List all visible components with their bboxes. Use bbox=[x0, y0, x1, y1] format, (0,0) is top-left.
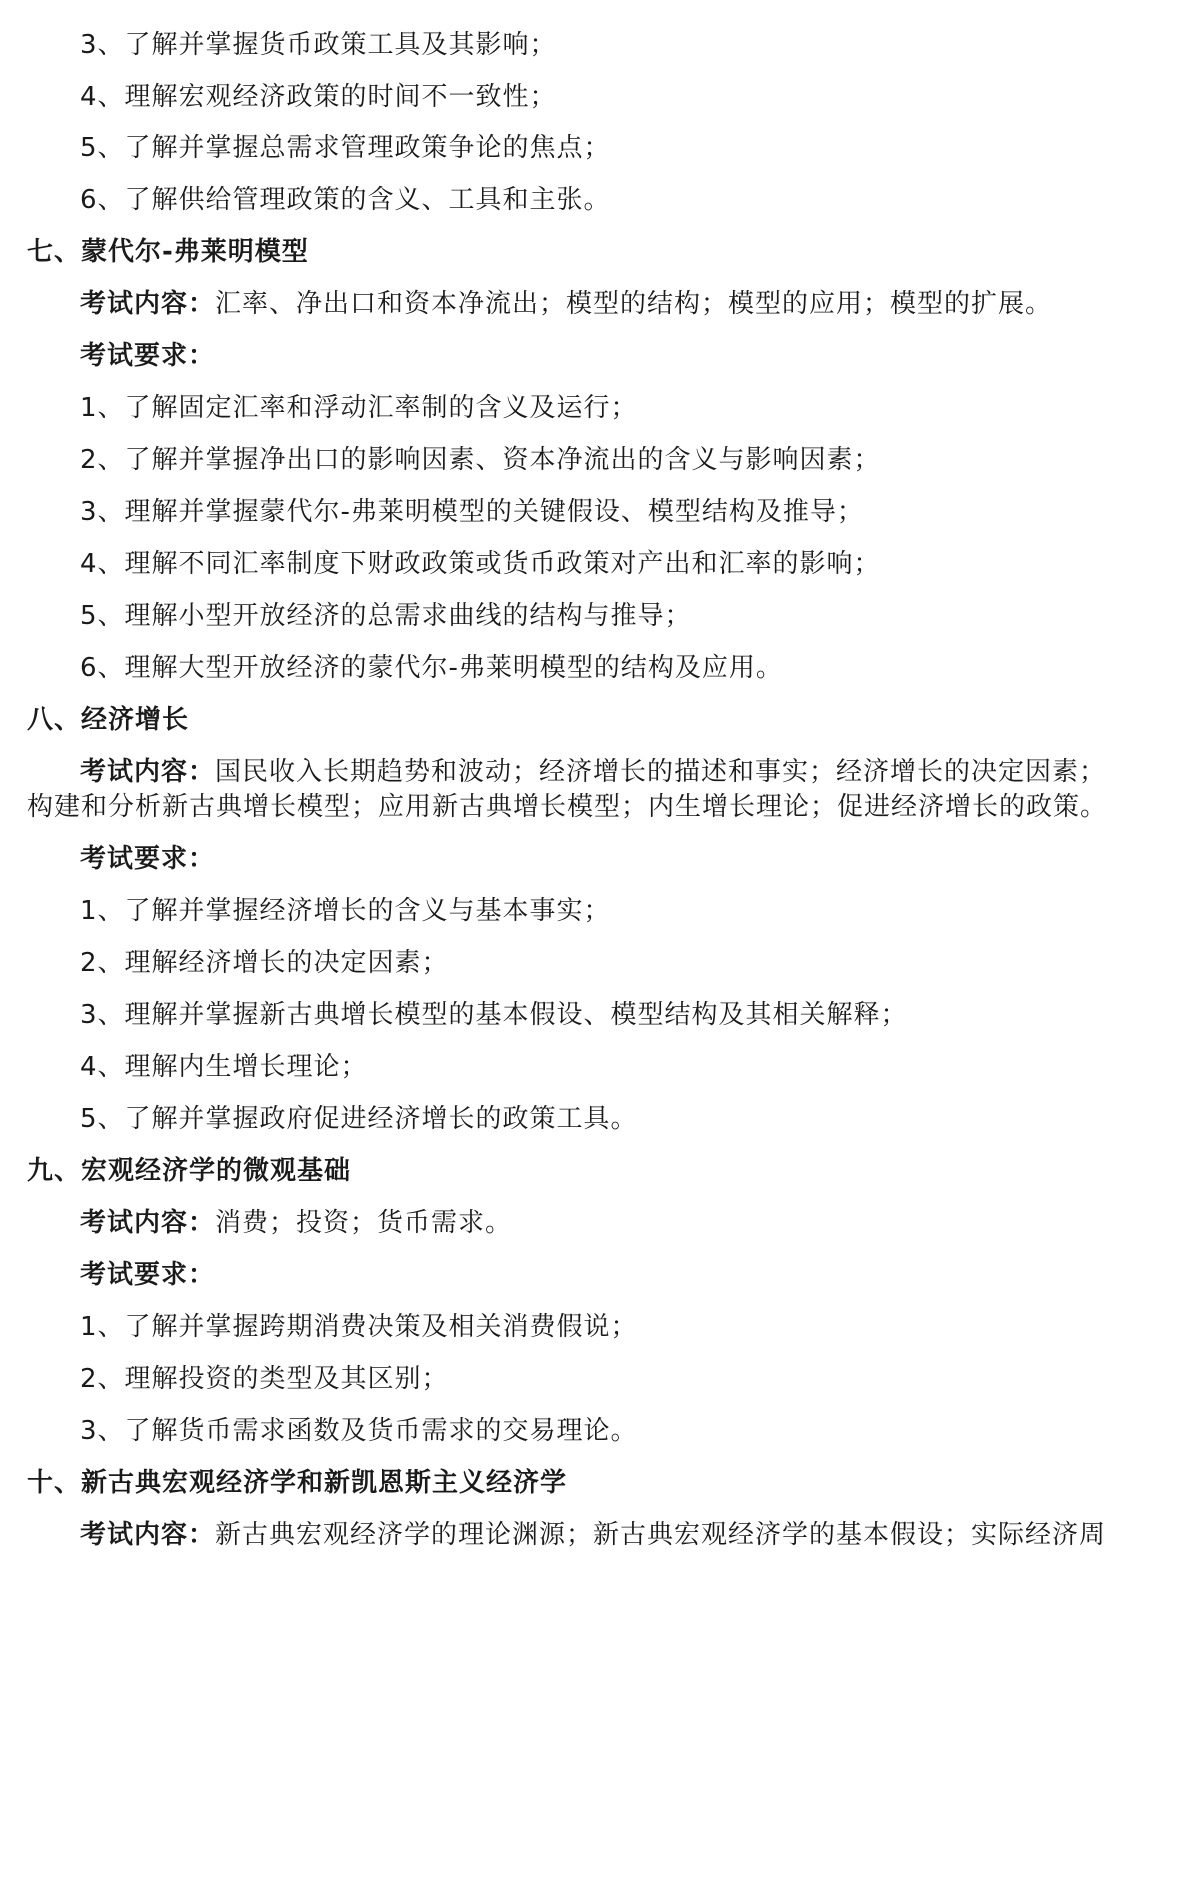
section-heading: 七、蒙代尔-弗莱明模型 bbox=[27, 237, 309, 267]
exam-content-text: 新古典宏观经济学的理论渊源；新古典宏观经济学的基本假设；实际经济周 bbox=[215, 1520, 1107, 1550]
list-item: 3、理解并掌握新古典增长模型的基本假设、模型结构及其相关解释； bbox=[80, 1000, 908, 1030]
list-item: 1、了解并掌握经济增长的含义与基本事实； bbox=[80, 896, 611, 926]
exam-content-label: 考试内容： bbox=[80, 1208, 216, 1238]
list-item: 5、了解并掌握政府促进经济增长的政策工具。 bbox=[80, 1104, 638, 1134]
list-item: 4、理解内生增长理论； bbox=[80, 1052, 368, 1082]
exam-requirements-label: 考试要求： bbox=[80, 341, 216, 371]
exam-requirements-label: 考试要求： bbox=[80, 844, 216, 874]
list-item: 6、理解大型开放经济的蒙代尔-弗莱明模型的结构及应用。 bbox=[80, 653, 783, 683]
list-item: 6、了解供给管理政策的含义、工具和主张。 bbox=[80, 185, 611, 215]
list-item: 2、理解经济增长的决定因素； bbox=[80, 948, 449, 978]
list-item: 4、理解宏观经济政策的时间不一致性； bbox=[80, 82, 557, 112]
exam-content-text: 汇率、净出口和资本净流出；模型的结构；模型的应用；模型的扩展。 bbox=[215, 289, 1053, 319]
list-item: 3、了解并掌握货币政策工具及其影响； bbox=[80, 30, 557, 60]
list-item: 1、了解并掌握跨期消费决策及相关消费假说； bbox=[80, 1312, 638, 1342]
exam-content-label: 考试内容： bbox=[80, 289, 216, 319]
list-item: 5、了解并掌握总需求管理政策争论的焦点； bbox=[80, 133, 611, 163]
exam-content-text: 消费；投资；货币需求。 bbox=[215, 1208, 513, 1238]
exam-requirements-label: 考试要求： bbox=[80, 1260, 216, 1290]
list-item: 4、理解不同汇率制度下财政政策或货币政策对产出和汇率的影响； bbox=[80, 549, 881, 579]
section-heading: 十、新古典宏观经济学和新凯恩斯主义经济学 bbox=[27, 1468, 568, 1498]
exam-content-text: 国民收入长期趋势和波动；经济增长的描述和事实；经济增长的决定因素； bbox=[215, 757, 1107, 787]
list-item: 2、理解投资的类型及其区别； bbox=[80, 1364, 449, 1394]
list-item: 3、了解货币需求函数及货币需求的交易理论。 bbox=[80, 1416, 638, 1446]
exam-content-continued: 构建和分析新古典增长模型；应用新古典增长模型；内生增长理论；促进经济增长的政策。 bbox=[27, 792, 1108, 822]
exam-content-label: 考试内容： bbox=[80, 757, 216, 787]
exam-content-label: 考试内容： bbox=[80, 1520, 216, 1550]
list-item: 2、了解并掌握净出口的影响因素、资本净流出的含义与影响因素； bbox=[80, 445, 881, 475]
list-item: 5、理解小型开放经济的总需求曲线的结构与推导； bbox=[80, 601, 692, 631]
exam-content bbox=[80, 1518, 1162, 1552]
exam-content bbox=[80, 755, 1162, 789]
list-item: 1、了解固定汇率和浮动汇率制的含义及运行； bbox=[80, 393, 638, 423]
section-heading: 九、宏观经济学的微观基础 bbox=[27, 1156, 352, 1186]
exam-content bbox=[80, 1206, 1162, 1240]
list-item: 3、理解并掌握蒙代尔-弗莱明模型的关键假设、模型结构及推导； bbox=[80, 497, 864, 527]
section-heading: 八、经济增长 bbox=[27, 705, 190, 735]
exam-content bbox=[80, 287, 1162, 321]
